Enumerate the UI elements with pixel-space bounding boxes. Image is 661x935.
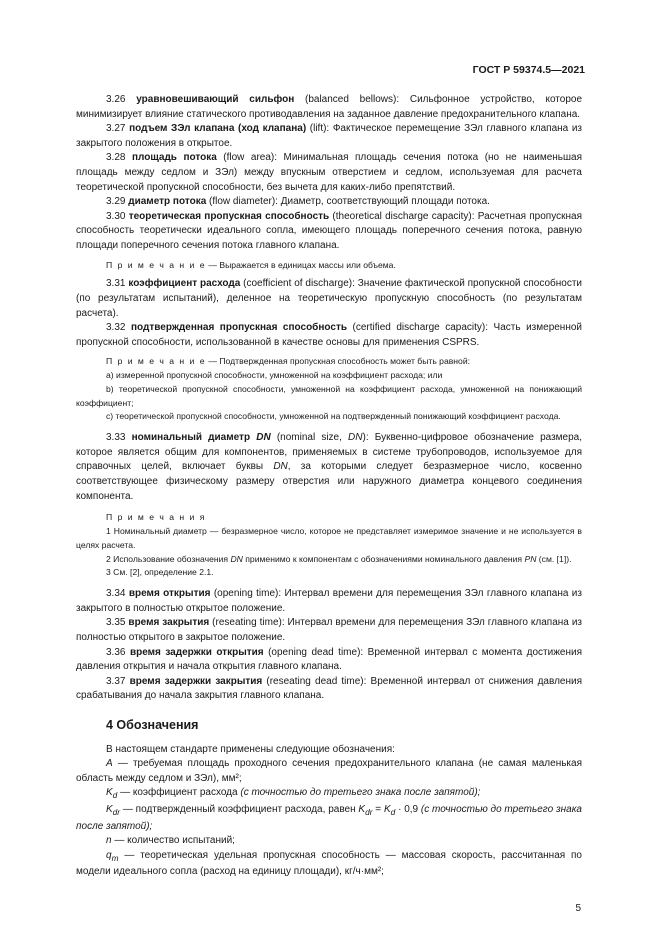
equation-subscript: dr (365, 806, 373, 817)
definition-3-28 (76, 151, 582, 195)
note-3: 3 См. [2], определение 2.1. (106, 567, 214, 578)
symbol: q (106, 849, 112, 861)
term: коэффициент расхода (128, 278, 241, 290)
clause-number: 3.27 (106, 123, 126, 135)
definition-text: (balanced bellows): Сильфонное устройство, которое минимизирует влияние статического противодавления на заданное давление предохранительного клапана. (76, 94, 583, 120)
term: время задержки открытия (129, 646, 264, 658)
symbol-note: (с точностью до третьего знака после запятой); (240, 787, 481, 799)
definition-text: (lift): Фактическое перемещение ЗЭл главного клапана из закрытого положения в открытое. (76, 123, 583, 149)
term: диаметр потока (128, 196, 207, 208)
definition-text: (nominal size, (270, 432, 349, 444)
note-text: применимо к компонентам с обозначениями номинального давления (242, 553, 525, 564)
note-intro (76, 355, 582, 369)
definition-3-37 (76, 675, 582, 704)
definition-text: (flow area): Минимальная площадь сечения потока (но не наименьшая площадь между седлом и ЗЭл) между впускным отверстием и седлом, используемая для расчета теоретической пропускной способности, без вычета для каких-либо препятствий. (76, 152, 583, 193)
definition-3-30 (76, 210, 582, 254)
symbol-text: — коэффициент расхода (117, 787, 241, 799)
notes-label (76, 511, 582, 525)
definition-text: (reseating time): Интервал времени для перемещения ЗЭл главного клапана из полностью открытого в закрытое положение. (76, 617, 582, 644)
clause-number: 3.26 (106, 94, 126, 105)
definition-3-27 (76, 122, 582, 151)
note-label: П р и м е ч а н и е (106, 259, 207, 270)
equation-symbol: K (383, 803, 391, 815)
symbol-Kd (76, 786, 582, 803)
note-3-32 (76, 355, 582, 424)
definition-3-33 (76, 431, 582, 504)
note-text: (см. [1]). (536, 553, 572, 564)
note-3-30 (76, 259, 582, 273)
term: площадь потока (131, 152, 217, 164)
definition-3-31 (76, 277, 582, 321)
equation-text: · 0,9 (395, 803, 421, 815)
note-1: 1 Номинальный диаметр — безразмерное число, которое не представляет измеримое значение и не используется в целях расчета. (76, 526, 582, 550)
definition-text: (opening time): Интервал времени для перемещения ЗЭл главного клапана из закрытого в полностью открытое положение. (76, 588, 582, 614)
clause-number: 3.31 (106, 278, 126, 290)
note-label: П р и м е ч а н и е (106, 356, 207, 367)
symbol: K (106, 787, 113, 799)
page-content (76, 93, 582, 880)
note-abbr: DN (230, 553, 243, 564)
clause-number: 3.35 (106, 617, 126, 629)
term: номинальный диаметр (131, 432, 251, 444)
term: уравновешивающий сильфон (136, 94, 295, 105)
symbol-subscript: dr (112, 806, 121, 817)
symbol-Kdr (76, 803, 582, 834)
definition-abbr: DN (348, 432, 363, 444)
note-item-a: а) измеренной пропускной способности, умноженной на коэффициент расхода; или (106, 370, 443, 381)
clause-number: 3.30 (106, 210, 126, 222)
definition-3-34 (76, 587, 582, 616)
clause-number: 3.33 (106, 432, 126, 444)
clause-number: 3.32 (106, 322, 126, 334)
equation-text: = (372, 803, 384, 815)
clause-number: 3.28 (106, 152, 126, 164)
clause-number: 3.34 (106, 588, 126, 600)
term: время задержки закрытия (129, 675, 263, 687)
note-text: — Подтвержденная пропускная способность может быть равной: (206, 356, 471, 367)
page-number: 5 (575, 903, 581, 914)
clause-number: 3.36 (106, 646, 126, 658)
symbol-text: — требуемая площадь проходного сечения предохранительного клапана (не самая маленькая область между седлом и ЗЭл), мм²; (76, 758, 582, 784)
symbol-subscript: d (112, 790, 118, 801)
definition-abbr: DN (273, 461, 288, 473)
note-label: П р и м е ч а н и я (106, 512, 206, 523)
clause-number: 3.37 (106, 675, 126, 687)
standard-code-header: ГОСТ Р 59374.5—2021 (472, 64, 585, 76)
definition-3-32 (76, 321, 582, 350)
symbol-A (76, 757, 582, 786)
symbol-text: — количество испытаний; (111, 835, 235, 847)
symbol-n (76, 834, 582, 849)
definition-3-26 (76, 93, 582, 122)
symbol-text: — теоретическая удельная пропускная способность — массовая скорость, рассчитанная по модели идеального сопла (расход на единицу площади), кг/ч·мм²; (76, 849, 582, 878)
definition-text: (flow diameter): Диаметр, соответствующий площади потока. (206, 196, 490, 208)
equation-symbol: K (358, 803, 366, 815)
definition-3-36 (76, 646, 582, 675)
section-intro: В настоящем стандарте применены следующие обозначения: (106, 743, 395, 755)
definition-text: , за которыми следует безразмерное число, косвенно соответствующее физическому размеру отверстия или наружного диаметра концевого соединения компонента. (76, 461, 582, 502)
symbol: K (106, 803, 113, 815)
definition-text: (reseating dead time): Временной интервал от снижения давления срабатывания до начала закрытия главного клапана. (76, 675, 582, 702)
note-2 (76, 553, 582, 567)
definition-text: (coefficient of discharge): Значение фактической пропускной способности (по результатам испытаний), деленное на теоретическую пропускную способность (по результатам расчета). (76, 278, 583, 319)
note-item-b: b) теоретической пропускной способности, умноженной на коэффициент расхода, умноженной на понижающий коэффициент; (76, 383, 582, 408)
symbol-qm (76, 849, 582, 880)
definition-text: (certified discharge capacity): Часть измеренной пропускной способности, использованной в качестве основы для применения CSPRS. (76, 322, 583, 348)
term: теоретическая пропускная способность (128, 210, 330, 222)
symbol-subscript: m (111, 852, 119, 863)
notes-3-33 (76, 511, 582, 580)
definition-text: (opening dead time): Временной интервал с момента достижения давления открытия и начала открытия главного клапана. (76, 646, 582, 673)
note-text: 2 Использование обозначения (106, 553, 231, 564)
symbol: A (106, 758, 113, 770)
symbol: n (106, 835, 112, 847)
term: время закрытия (128, 617, 210, 629)
note-abbr: PN (524, 553, 537, 564)
definition-text: ): Буквенно-цифровое обозначение размера, которое является общим для компонентов, применяемых в системе трубопроводов, используемое для справочных целей, включает буквы (76, 432, 583, 473)
term-abbr: DN (256, 432, 271, 444)
note-item-c: c) теоретической пропускной способности, умноженной на подтвержденный понижающий коэффициент расхода. (106, 411, 561, 422)
term: время открытия (128, 588, 211, 600)
symbol-text: — подтвержденный коэффициент расхода, равен (120, 803, 359, 815)
definition-3-35 (76, 616, 582, 645)
section-heading: 4 Обозначения (106, 717, 199, 732)
term: подтвержденная пропускная способность (131, 322, 347, 334)
note-text: — Выражается в единицах массы или объема. (206, 259, 396, 270)
definition-text: (theoretical discharge capacity): Расчетная пропускная способность теоретически идеального сопла, имеющего площадь поперечного сечения потока, равную площади поперечного сечения потока главного клапана. (76, 210, 582, 251)
definition-3-29 (76, 195, 582, 210)
equation-subscript: d (390, 806, 396, 817)
clause-number: 3.29 (106, 196, 126, 208)
term: подъем ЗЭл клапана (ход клапана) (129, 123, 307, 135)
symbol-note: (с точностью до третьего знака после запятой); (76, 803, 582, 832)
